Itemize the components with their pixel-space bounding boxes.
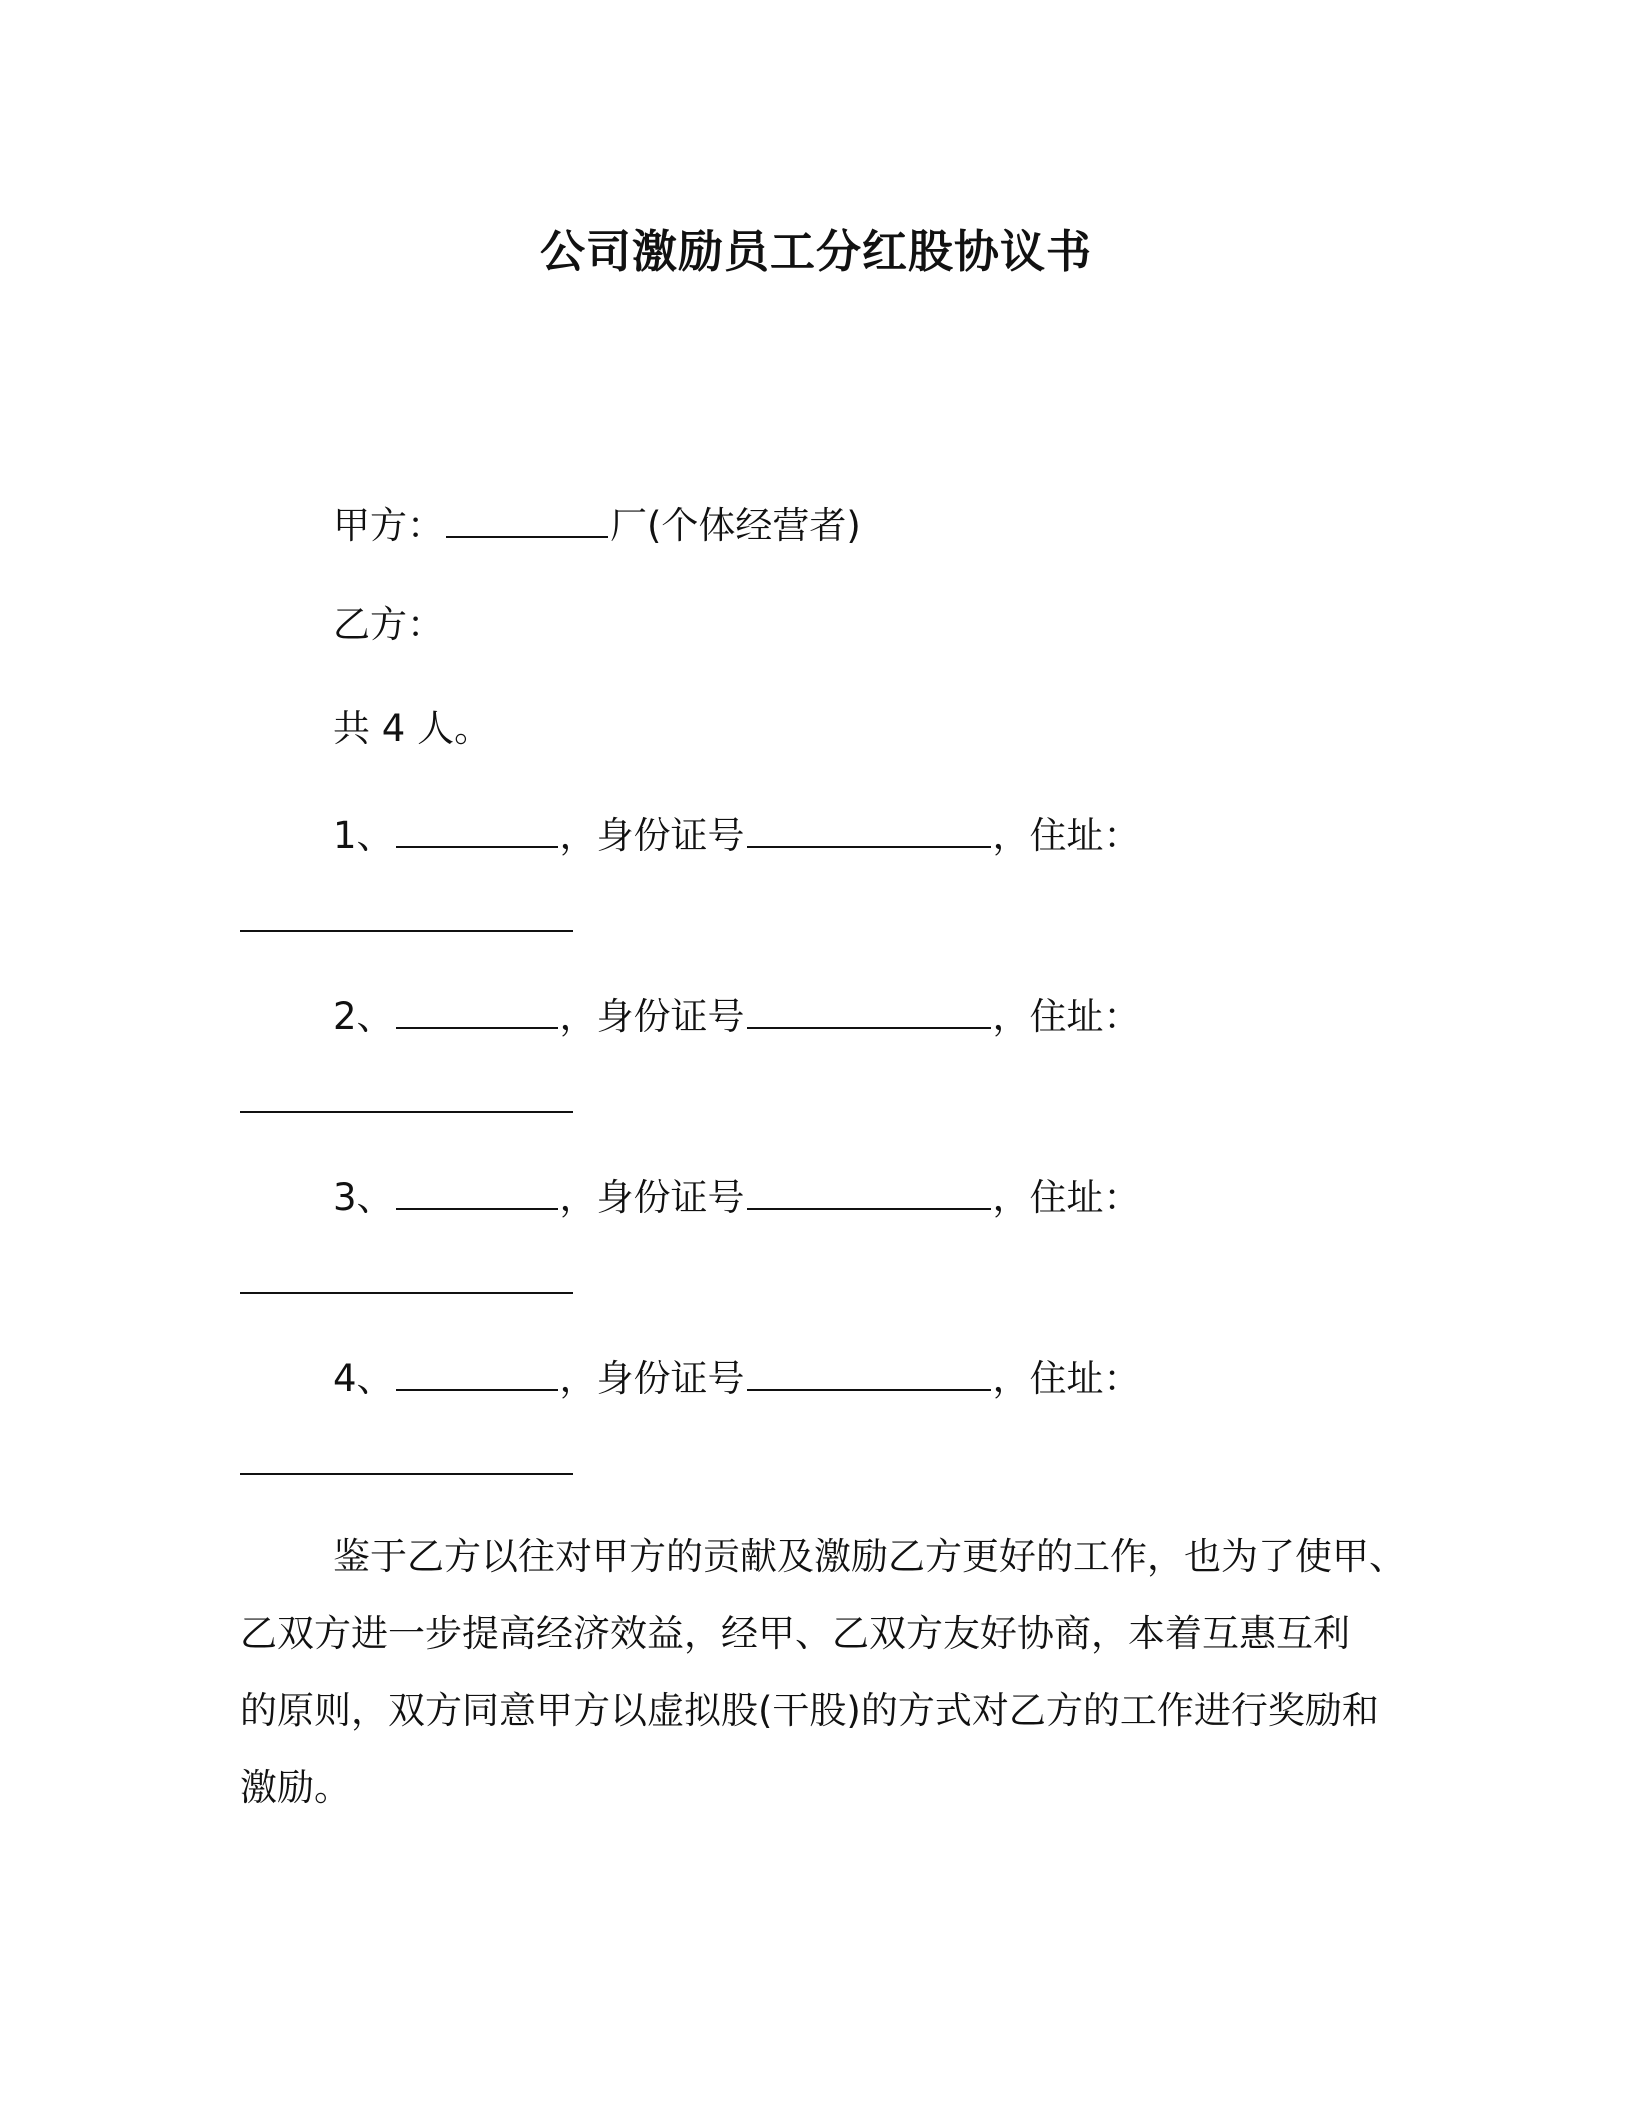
member-line bbox=[333, 1351, 1141, 1404]
party-a-blank[interactable] bbox=[446, 498, 608, 538]
member-address-blank[interactable] bbox=[240, 930, 573, 932]
body-paragraph-line: 的原则，双方同意甲方以虚拟股(干股)的方式对乙方的工作进行奖励和 bbox=[240, 1689, 1379, 1732]
member-number: 3、 bbox=[333, 1176, 394, 1219]
member-number: 2、 bbox=[333, 995, 394, 1038]
member-id-blank[interactable] bbox=[747, 1170, 991, 1210]
member-line bbox=[333, 1170, 1141, 1223]
member-id-label: 身份证号 bbox=[596, 995, 745, 1038]
member-comma: ， bbox=[559, 995, 597, 1038]
party-b-line bbox=[333, 600, 444, 650]
member-address-blank[interactable] bbox=[240, 1473, 573, 1475]
total-count: 共 4 人。 bbox=[333, 707, 492, 750]
body-paragraph-line: 乙双方进一步提高经济效益，经甲、乙双方友好协商，本着互惠互利 bbox=[240, 1612, 1350, 1655]
member-id-blank[interactable] bbox=[747, 989, 991, 1029]
member-id-blank[interactable] bbox=[747, 808, 991, 848]
member-address-label: ，住址： bbox=[992, 814, 1141, 857]
member-name-blank[interactable] bbox=[396, 989, 558, 1029]
member-line bbox=[333, 808, 1141, 861]
member-id-label: 身份证号 bbox=[596, 1357, 745, 1400]
member-address-blank[interactable] bbox=[240, 1111, 573, 1113]
member-address-label: ，住址： bbox=[992, 1176, 1141, 1219]
member-comma: ， bbox=[559, 1176, 597, 1219]
member-name-blank[interactable] bbox=[396, 808, 558, 848]
party-b-label: 乙方： bbox=[333, 603, 444, 646]
member-address-blank[interactable] bbox=[240, 1292, 573, 1294]
party-a-suffix: 厂(个体经营者) bbox=[610, 504, 861, 547]
member-name-blank[interactable] bbox=[396, 1351, 558, 1391]
document-title: 公司激励员工分红股协议书 bbox=[539, 225, 1092, 278]
member-line bbox=[333, 989, 1141, 1042]
party-a-label: 甲方： bbox=[333, 504, 444, 547]
member-address-label: ，住址： bbox=[992, 995, 1141, 1038]
member-id-blank[interactable] bbox=[747, 1351, 991, 1391]
member-name-blank[interactable] bbox=[396, 1170, 558, 1210]
member-id-label: 身份证号 bbox=[596, 814, 745, 857]
member-address-label: ，住址： bbox=[992, 1357, 1141, 1400]
party-a-line bbox=[333, 498, 861, 551]
member-comma: ， bbox=[559, 814, 597, 857]
member-number: 4、 bbox=[333, 1357, 394, 1400]
body-paragraph-line: 鉴于乙方以往对甲方的贡献及激励乙方更好的工作，也为了使甲、 bbox=[333, 1535, 1406, 1578]
member-id-label: 身份证号 bbox=[596, 1176, 745, 1219]
body-paragraph-line: 激励。 bbox=[240, 1766, 351, 1809]
member-number: 1、 bbox=[333, 814, 394, 857]
member-comma: ， bbox=[559, 1357, 597, 1400]
